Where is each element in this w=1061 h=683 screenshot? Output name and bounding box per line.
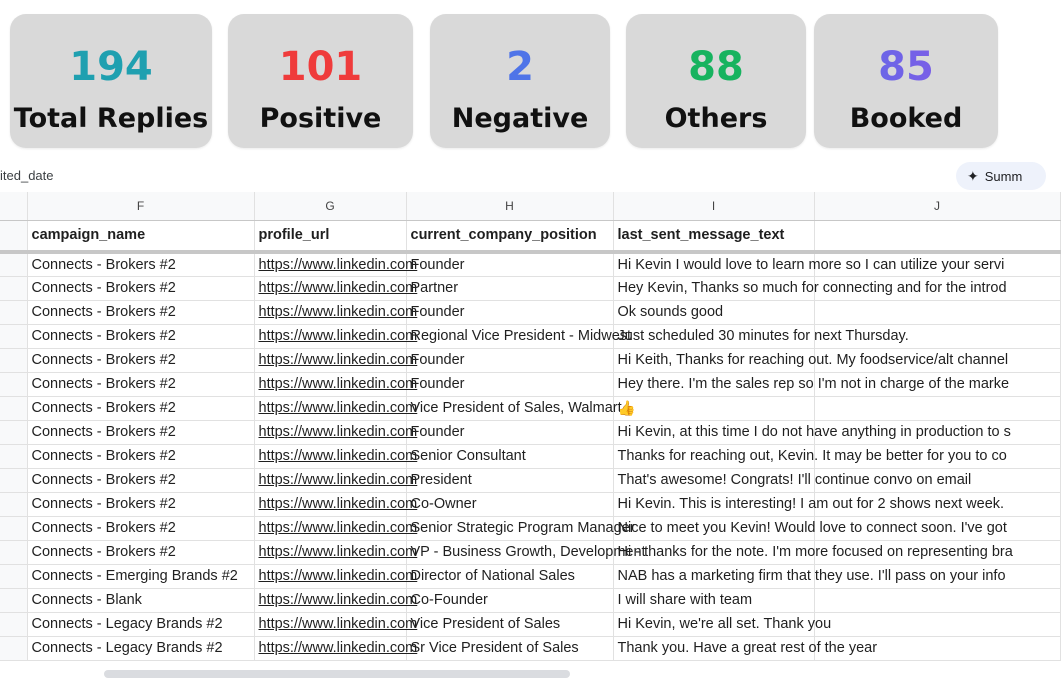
positive-label: Positive [259, 103, 382, 134]
row-number-cell[interactable] [0, 612, 27, 636]
table-row [0, 444, 1060, 468]
row-number-cell[interactable] [0, 396, 27, 420]
company-position-cell[interactable]: Sr Vice President of Sales [406, 636, 613, 660]
profile-url-cell[interactable]: https://www.linkedin.com [254, 252, 406, 276]
company-position-cell[interactable]: Founder [406, 372, 613, 396]
row-number-cell[interactable] [0, 588, 27, 612]
others-count: 88 [688, 44, 744, 90]
company-position-cell[interactable]: Founder [406, 300, 613, 324]
profile-url-cell[interactable]: https://www.linkedin.com [254, 372, 406, 396]
profile-url-cell[interactable]: https://www.linkedin.com [254, 420, 406, 444]
campaign-name-cell[interactable]: Connects - Legacy Brands #2 [27, 636, 254, 660]
table-row [0, 348, 1060, 372]
row-number-cell[interactable] [0, 540, 27, 564]
row-number-cell[interactable] [0, 252, 27, 276]
profile-url-cell[interactable]: https://www.linkedin.com [254, 300, 406, 324]
campaign-name-cell[interactable]: Connects - Blank [27, 588, 254, 612]
sparkle-icon: ✦ [967, 167, 979, 184]
company-position-cell[interactable]: Partner [406, 276, 613, 300]
profile-url-cell[interactable]: https://www.linkedin.com [254, 564, 406, 588]
campaign-name-cell[interactable]: Connects - Brokers #2 [27, 492, 254, 516]
row-number-cell[interactable] [0, 348, 27, 372]
header-campaign-name[interactable]: campaign_name [27, 220, 254, 252]
campaign-name-cell[interactable]: Connects - Brokers #2 [27, 372, 254, 396]
sheet-toolbar [0, 160, 1024, 192]
column-letter-g[interactable]: G [254, 192, 406, 220]
booked-count: 85 [814, 44, 998, 90]
message-text-cell[interactable]: Hi Kevin, at this time I do not have anything in production to s [613, 420, 814, 444]
row-number-cell[interactable] [0, 220, 27, 252]
spreadsheet-grid[interactable] [0, 192, 1024, 683]
company-position-cell[interactable]: Co-Founder [406, 588, 613, 612]
table-row [0, 420, 1060, 444]
summarize-label: Summ [984, 168, 1023, 184]
campaign-name-cell[interactable]: Connects - Brokers #2 [27, 516, 254, 540]
message-text-cell[interactable]: NAB has a marketing firm that they use. I'll pass on your info [613, 564, 814, 588]
message-text-cell[interactable]: Hi Kevin I would love to learn more so I can utilize your servi [613, 252, 814, 276]
total-replies-label: Total Replies [13, 103, 209, 134]
negative-count: 2 [506, 44, 534, 90]
column-letters-row [0, 192, 1060, 220]
company-position-cell[interactable]: VP - Business Growth, Development [406, 540, 613, 564]
company-position-cell[interactable]: Senior Consultant [406, 444, 613, 468]
row-number-cell[interactable] [0, 636, 27, 660]
company-position-cell[interactable]: Vice President of Sales, Walmart [406, 396, 613, 420]
message-text-cell[interactable]: That's awesome! Congrats! I'll continue convo on email [613, 468, 814, 492]
profile-url-cell[interactable]: https://www.linkedin.com [254, 636, 406, 660]
table-row [0, 612, 1060, 636]
row-number-cell[interactable] [0, 444, 27, 468]
profile-url-cell[interactable]: https://www.linkedin.com [254, 612, 406, 636]
campaign-name-cell[interactable]: Connects - Brokers #2 [27, 540, 254, 564]
message-text-cell[interactable]: Hey Kevin, Thanks so much for connecting and for the introd [613, 276, 814, 300]
total-replies-card[interactable] [10, 14, 212, 148]
column-letter-i[interactable]: I [613, 192, 814, 220]
positive-count: 101 [278, 44, 363, 90]
company-position-cell[interactable]: Senior Strategic Program Manager [406, 516, 613, 540]
table-row [0, 372, 1060, 396]
empty-cell[interactable] [814, 612, 1060, 636]
table-row [0, 492, 1060, 516]
empty-cell[interactable] [814, 588, 1060, 612]
campaign-name-cell[interactable]: Connects - Brokers #2 [27, 444, 254, 468]
stats-cards [0, 0, 1024, 160]
message-text-cell[interactable]: Hey there. I'm the sales rep so I'm not in charge of the marke [613, 372, 814, 396]
campaign-name-cell[interactable]: Connects - Brokers #2 [27, 468, 254, 492]
campaign-name-cell[interactable]: Connects - Brokers #2 [27, 276, 254, 300]
positive-card[interactable] [228, 14, 413, 148]
header-profile-url[interactable]: profile_url [254, 220, 406, 252]
booked-card[interactable] [814, 14, 998, 148]
company-position-cell[interactable]: Founder [406, 420, 613, 444]
company-position-cell[interactable]: Founder [406, 252, 613, 276]
booked-label: Booked [849, 103, 963, 134]
row-number-cell[interactable] [0, 564, 27, 588]
campaign-name-cell[interactable]: Connects - Brokers #2 [27, 348, 254, 372]
row-number-cell[interactable] [0, 468, 27, 492]
column-letter-j[interactable]: J [814, 192, 1060, 220]
row-number-cell[interactable] [0, 492, 27, 516]
empty-cell[interactable] [814, 396, 1060, 420]
row-number-cell[interactable] [0, 420, 27, 444]
campaign-name-cell[interactable]: Connects - Brokers #2 [27, 396, 254, 420]
message-text-cell[interactable]: Hi Kevin, we're all set. Thank you [613, 612, 814, 636]
others-card[interactable] [626, 14, 806, 148]
header-last-sent-message-text[interactable]: last_sent_message_text [613, 220, 814, 252]
row-number-cell[interactable] [0, 516, 27, 540]
company-position-cell[interactable]: Co-Owner [406, 492, 613, 516]
company-position-cell[interactable]: Vice President of Sales [406, 612, 613, 636]
corner-cell[interactable] [0, 192, 27, 220]
message-text-cell[interactable]: Hi Keith, Thanks for reaching out. My foodservice/alt channel [613, 348, 814, 372]
campaign-name-cell[interactable]: Connects - Emerging Brands #2 [27, 564, 254, 588]
profile-url-cell[interactable]: https://www.linkedin.com [254, 444, 406, 468]
campaign-name-cell[interactable]: Connects - Brokers #2 [27, 252, 254, 276]
company-position-cell[interactable]: President [406, 468, 613, 492]
filter-field-text[interactable]: ited_date [0, 168, 54, 183]
row-number-cell[interactable] [0, 300, 27, 324]
message-text-cell[interactable]: Ok sounds good [613, 300, 814, 324]
profile-url-cell[interactable]: https://www.linkedin.com [254, 492, 406, 516]
message-text-cell[interactable]: Hi - thanks for the note. I'm more focused on representing bra [613, 540, 814, 564]
message-text-cell[interactable]: 👍 [613, 396, 814, 420]
profile-url-cell[interactable]: https://www.linkedin.com [254, 588, 406, 612]
campaign-name-cell[interactable]: Connects - Brokers #2 [27, 324, 254, 348]
message-text-cell[interactable]: Thanks for reaching out, Kevin. It may be better for you to co [613, 444, 814, 468]
column-letter-f[interactable]: F [27, 192, 254, 220]
table-row [0, 468, 1060, 492]
table-row [0, 516, 1060, 540]
negative-label: Negative [451, 103, 589, 134]
horizontal-scrollbar[interactable] [104, 670, 570, 678]
row-number-cell[interactable] [0, 372, 27, 396]
total-replies-count: 194 [69, 44, 153, 90]
message-text-cell[interactable]: Nice to meet you Kevin! Would love to connect soon. I've got [613, 516, 814, 540]
table-row [0, 252, 1060, 276]
table-row [0, 588, 1060, 612]
campaign-name-cell[interactable]: Connects - Brokers #2 [27, 300, 254, 324]
profile-url-cell[interactable]: https://www.linkedin.com [254, 324, 406, 348]
summarize-button[interactable] [956, 162, 1046, 190]
profile-url-cell[interactable]: https://www.linkedin.com [254, 468, 406, 492]
table-row [0, 276, 1060, 300]
table-row [0, 636, 1060, 660]
profile-url-cell[interactable]: https://www.linkedin.com [254, 516, 406, 540]
row-number-cell[interactable] [0, 324, 27, 348]
table-row [0, 396, 1060, 420]
message-text-cell[interactable]: Thank you. Have a great rest of the year [613, 636, 814, 660]
message-text-cell[interactable]: Hi Kevin. This is interesting! I am out for 2 shows next week. [613, 492, 814, 516]
profile-url-cell[interactable]: https://www.linkedin.com [254, 348, 406, 372]
message-text-cell[interactable]: Just scheduled 30 minutes for next Thursday. [613, 324, 814, 348]
table-row [0, 564, 1060, 588]
company-position-cell[interactable]: Founder [406, 348, 613, 372]
header-current-company-position[interactable]: current_company_position [406, 220, 613, 252]
company-position-cell[interactable]: Regional Vice President - Midwest [406, 324, 613, 348]
others-label: Others [664, 103, 768, 134]
empty-cell[interactable] [814, 300, 1060, 324]
profile-url-cell[interactable]: https://www.linkedin.com [254, 276, 406, 300]
header-row [0, 220, 1060, 252]
data-table [0, 192, 1061, 661]
table-row [0, 540, 1060, 564]
campaign-name-cell[interactable]: Connects - Legacy Brands #2 [27, 612, 254, 636]
column-letter-h[interactable]: H [406, 192, 613, 220]
message-text-cell[interactable]: I will share with team [613, 588, 814, 612]
profile-url-cell[interactable]: https://www.linkedin.com [254, 396, 406, 420]
company-position-cell[interactable]: Director of National Sales [406, 564, 613, 588]
table-row [0, 324, 1060, 348]
row-number-cell[interactable] [0, 276, 27, 300]
header-empty[interactable] [814, 220, 1060, 252]
table-row [0, 300, 1060, 324]
campaign-name-cell[interactable]: Connects - Brokers #2 [27, 420, 254, 444]
profile-url-cell[interactable]: https://www.linkedin.com [254, 540, 406, 564]
negative-card[interactable] [430, 14, 610, 148]
